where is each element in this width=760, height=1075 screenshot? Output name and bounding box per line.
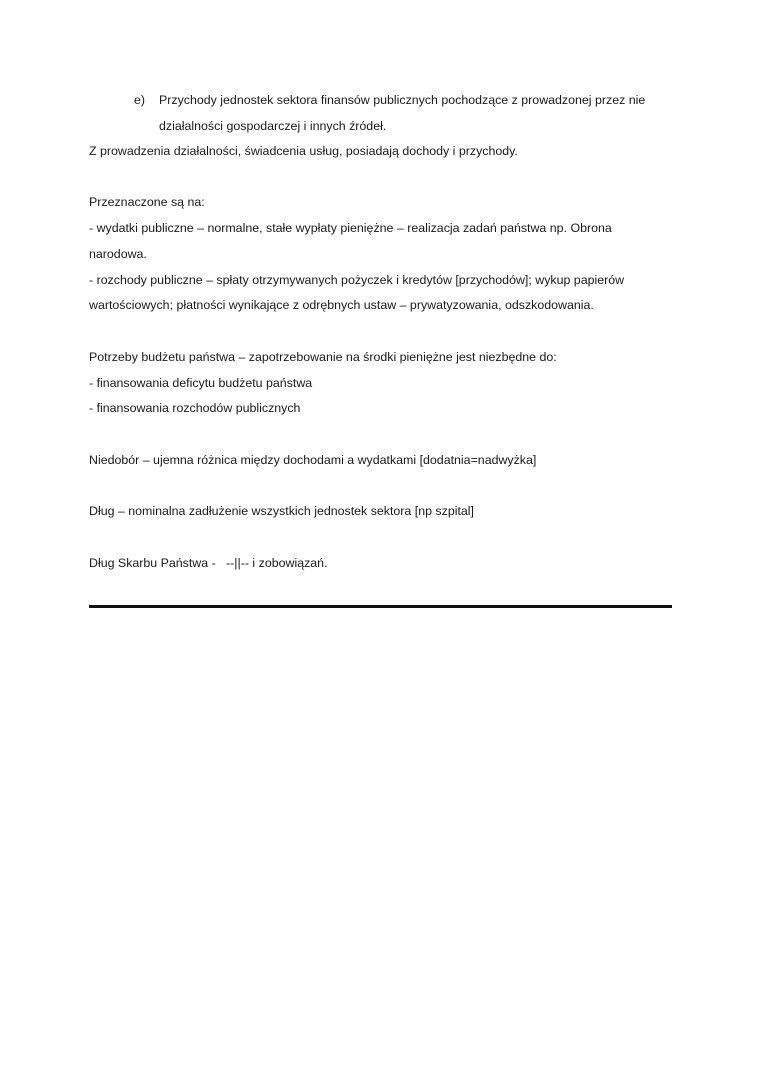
list-item-e-line1: Przychody jednostek sektora finansów publicznych pochodzące z prowadzonej przez nie xyxy=(159,93,646,107)
debt-line: Dług – nominalna zadłużenie wszystkich jednostek sektora [np szpital] xyxy=(89,504,474,518)
treasury-debt-line: Dług Skarbu Państwa - --||-- i zobowiązań. xyxy=(89,556,328,570)
purpose-item1-line2: narodowa. xyxy=(89,247,147,261)
intro-line: Z prowadzenia działalności, świadcenia usług, posiadają dochody i przychody. xyxy=(89,144,518,158)
list-marker-e: e) xyxy=(134,93,146,107)
list-item-e-line2: działalności gospodarczej i innych źródeł. xyxy=(159,119,387,133)
section-divider xyxy=(89,605,672,608)
purpose-item1-line1: - wydatki publiczne – normalne, stałe wypłaty pieniężne – realizacja zadań państwa np. Obrona xyxy=(89,221,612,235)
needs-item2: - finansowania rozchodów publicznych xyxy=(89,401,301,415)
purpose-item2-line1: - rozchody publiczne – spłaty otrzymywanych pożyczek i kredytów [przychodów]; wykup papierów xyxy=(89,273,625,287)
purpose-heading: Przeznaczone są na: xyxy=(89,195,205,209)
deficit-line: Niedobór – ujemna różnica między dochodami a wydatkami [dodatnia=nadwyżka] xyxy=(89,453,537,467)
needs-heading: Potrzeby budżetu państwa – zapotrzebowanie na środki pieniężne jest niezbędne do: xyxy=(89,350,557,364)
purpose-item2-line2: wartościowych; płatności wynikające z odrębnych ustaw – prywatyzowania, odszkodowania. xyxy=(89,298,594,312)
needs-item1: - finansowania deficytu budżetu państwa xyxy=(89,376,313,390)
